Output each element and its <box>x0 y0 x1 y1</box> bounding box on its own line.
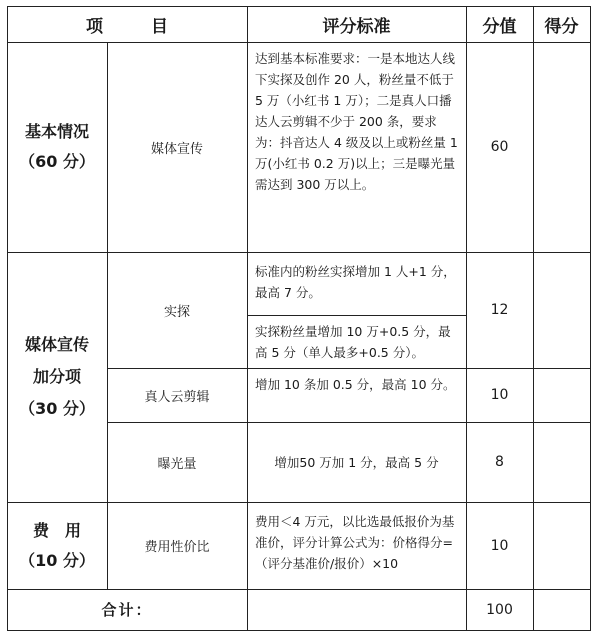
criteria-shitan-1: 标准内的粉丝实探增加 1 人+1 分，最高 7 分。 <box>255 264 456 300</box>
score-cost-performance: 10 <box>490 537 509 554</box>
col-divider-points <box>533 6 534 631</box>
total-score: 100 <box>486 601 513 618</box>
section-bonus-name-1: 媒体宣传 <box>24 335 89 354</box>
total-label: 合计： <box>101 601 153 619</box>
section-bonus-points: （30 分） <box>19 399 95 418</box>
header-got: 得分 <box>544 16 579 37</box>
header-criteria: 评分标准 <box>322 16 391 37</box>
section-basic-points: （60 分） <box>19 152 95 171</box>
criteria-media-promo: 达到基本标准要求：一是本地达人线下实探及创作 20 人，粉丝量不低于 5 万（小红书 1 万）；二是真人口播达人云剪辑不少于 200 条，要求为：抖音达人 4 级及以上或粉丝量 1 万(小红书 0.2 万)以上；三是曝光量需达到 300 万以上。 <box>255 51 458 192</box>
score-media-promo: 60 <box>490 139 509 155</box>
header-points: 分值 <box>482 16 517 37</box>
item-yunjianji: 真人云剪辑 <box>144 389 210 405</box>
table-border-right <box>590 6 591 631</box>
section-bonus-name-2: 加分项 <box>32 367 81 386</box>
section-fee-label <box>7 502 107 589</box>
header-item-b: 目 <box>151 16 168 37</box>
header-item-a: 项 <box>86 16 103 37</box>
section-bonus-label <box>7 252 107 502</box>
table-border-bottom <box>7 630 591 631</box>
criteria-exposure-text: 增加50 万加 1 分，最高 5 分 <box>274 454 439 470</box>
criteria-shitan-2: 实探粉丝量增加 10 万+0.5 分，最高 5 分（单人最多+0.5 分）。 <box>255 324 451 360</box>
score-yunjianji: 10 <box>490 387 509 403</box>
item-media-promo: 媒体宣传 <box>150 141 203 157</box>
criteria-yunjianji-text: 增加 10 条加 0.5 分，最高 10 分。 <box>255 376 456 392</box>
score-shitan: 12 <box>490 302 509 318</box>
item-cost-performance: 费用性价比 <box>144 540 210 555</box>
criteria-exposure <box>247 422 466 502</box>
section-fee-name: 费 用 <box>32 520 81 540</box>
criteria-cost-performance: 费用＜4 万元，以比选最低报价为基准价，评分计算公式为：价格得分=（评分基准价/报价）×10 <box>255 514 455 571</box>
row-divider-shitan-inner <box>247 315 466 316</box>
item-exposure: 曝光量 <box>157 456 197 472</box>
header-item <box>7 6 247 42</box>
section-fee-points: （10 分） <box>19 550 95 570</box>
section-basic-label <box>7 42 107 252</box>
criteria-yunjianji <box>247 368 466 400</box>
score-exposure: 8 <box>495 454 504 470</box>
item-shitan: 实探 <box>163 304 190 320</box>
section-basic-name: 基本情况 <box>24 122 89 141</box>
